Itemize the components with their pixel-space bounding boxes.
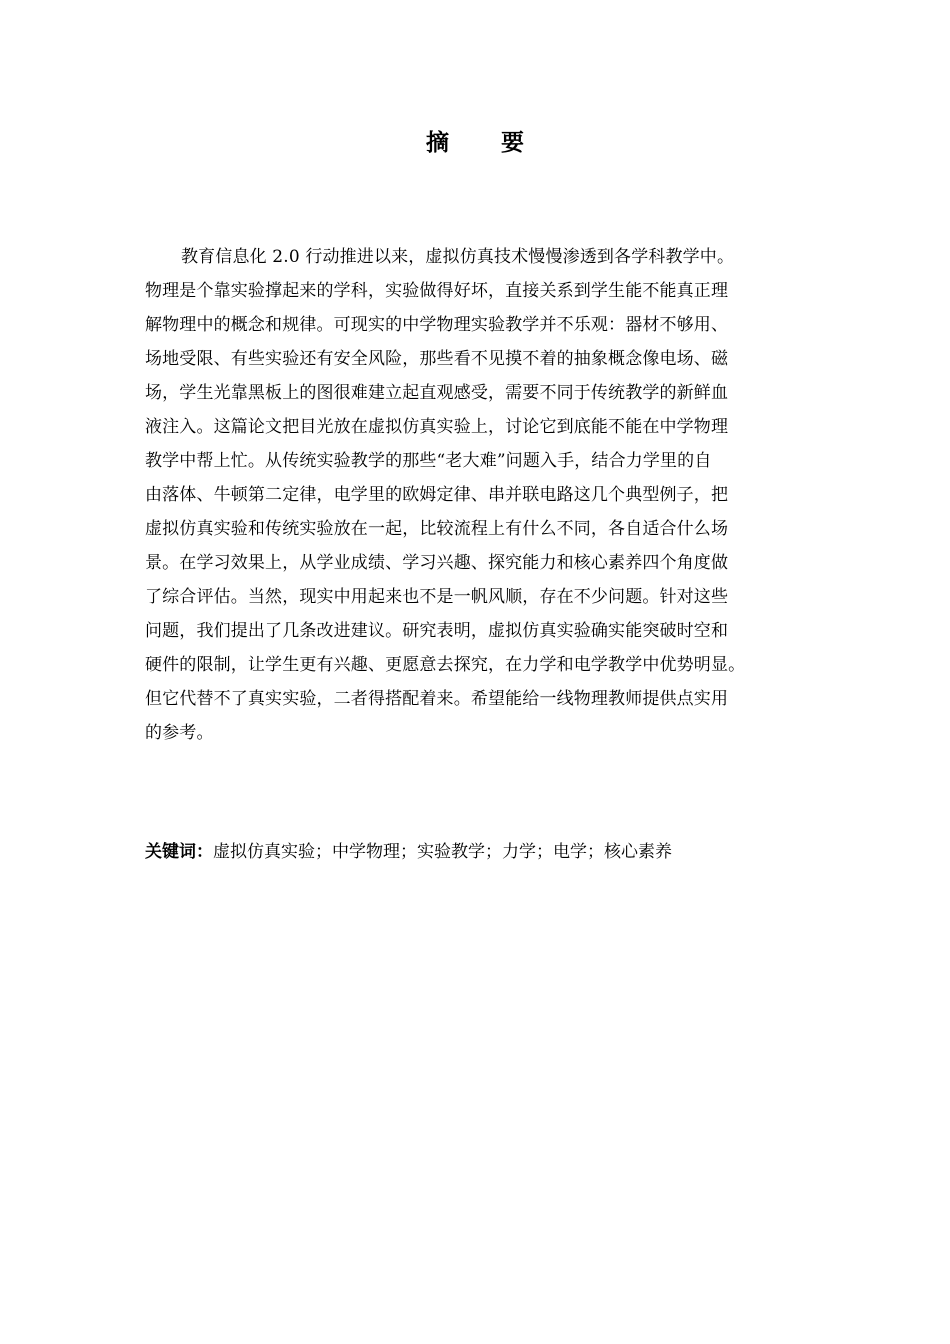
abstract-title: 摘 要 (425, 130, 546, 156)
abstract-line: 的参考。 (145, 723, 214, 743)
keywords-line (145, 835, 672, 869)
abstract-line: 液注入。这篇论文把目光放在虚拟仿真实验上，讨论它到底能不能在中学物理 (145, 417, 729, 437)
abstract-line: 但它代替不了真实实验，二者得搭配着来。希望能给一线物理教师提供点实用 (145, 689, 729, 709)
abstract-line: 场，学生光靠黑板上的图很难建立起直观感受，需要不同于传统教学的新鲜血 (145, 383, 729, 403)
abstract-line: 了综合评估。当然，现实中用起来也不是一帆风顺，存在不少问题。针对这些 (145, 587, 729, 607)
keywords-label: 关键词： (145, 842, 213, 862)
abstract-line: 教学中帮上忙。从传统实验教学的那些“老大难”问题入手，结合力学里的自 (145, 451, 712, 471)
abstract-line: 教育信息化 2.0 行动推进以来，虚拟仿真技术慢慢渗透到各学科教学中。 (181, 247, 735, 267)
keywords-text: 虚拟仿真实验；中学物理；实验教学；力学；电学；核心素养 (213, 842, 672, 862)
abstract-line: 硬件的限制，让学生更有兴趣、更愿意去探究，在力学和电学教学中优势明显。 (145, 655, 746, 675)
abstract-line: 场地受限、有些实验还有安全风险，那些看不见摸不着的抽象概念像电场、磁 (145, 349, 729, 369)
abstract-line: 景。在学习效果上，从学业成绩、学习兴趣、探究能力和核心素养四个角度做 (145, 553, 729, 573)
abstract-line: 解物理中的概念和规律。可现实的中学物理实验教学并不乐观：器材不够用、 (145, 315, 729, 335)
abstract-line: 问题，我们提出了几条改进建议。研究表明，虚拟仿真实验确实能突破时空和 (145, 621, 729, 641)
abstract-line: 由落体、牛顿第二定律，电学里的欧姆定律、串并联电路这几个典型例子，把 (145, 485, 729, 505)
abstract-body (145, 240, 820, 750)
abstract-line: 物理是个靠实验撑起来的学科，实验做得好坏，直接关系到学生能不能真正理 (145, 281, 729, 301)
abstract-line: 虚拟仿真实验和传统实验放在一起，比较流程上有什么不同，各自适合什么场 (145, 519, 729, 539)
